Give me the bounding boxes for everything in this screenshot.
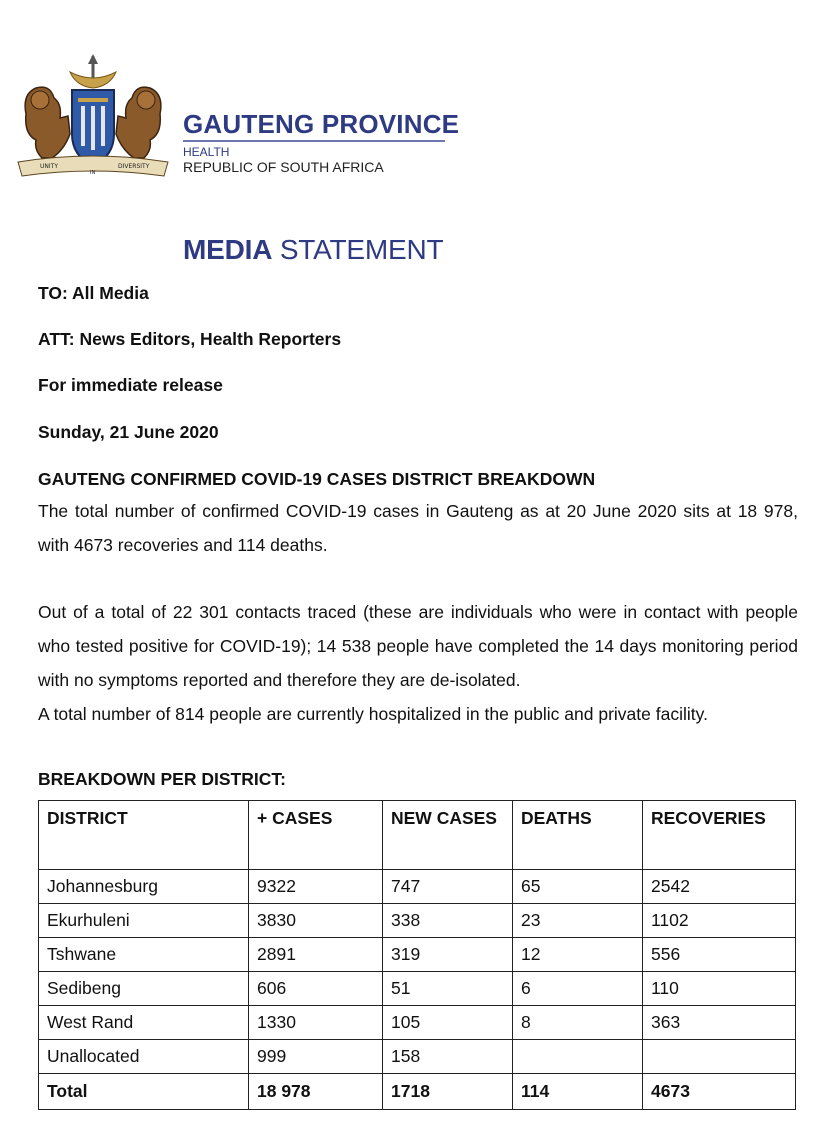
- cell-recoveries: 2542: [643, 870, 796, 904]
- cell-new-cases: 105: [383, 1006, 513, 1040]
- district-table: [38, 800, 796, 1110]
- total-cases: 18 978: [249, 1074, 383, 1110]
- cell-deaths: [513, 1040, 643, 1074]
- to-line: TO: All Media: [38, 283, 149, 303]
- cell-deaths: 23: [513, 904, 643, 938]
- date-line: Sunday, 21 June 2020: [38, 422, 219, 442]
- release-line: For immediate release: [38, 375, 223, 395]
- total-label: Total: [39, 1074, 249, 1110]
- coat-of-arms-logo: [12, 54, 174, 178]
- section-heading: GAUTENG CONFIRMED COVID-19 CASES DISTRICT BREAKDOWN: [38, 469, 596, 489]
- table-row: [39, 972, 796, 1006]
- header-recoveries: RECOVERIES: [643, 801, 796, 870]
- cell-new-cases: 747: [383, 870, 513, 904]
- media-statement-bold: MEDIA: [183, 234, 273, 265]
- total-recoveries: 4673: [643, 1074, 796, 1110]
- total-new-cases: 1718: [383, 1074, 513, 1110]
- summary-paragraph: The total number of confirmed COVID-19 cases in Gauteng as at 20 June 2020 sits at 18 978, with 4673 recoveries and 114 deaths.: [38, 501, 798, 555]
- cell-district: Johannesburg: [39, 870, 249, 904]
- cell-cases: 1330: [249, 1006, 383, 1040]
- cell-deaths: 6: [513, 972, 643, 1006]
- crest-motto-right: DIVERSITY: [118, 163, 150, 170]
- cell-district: West Rand: [39, 1006, 249, 1040]
- cell-recoveries: 556: [643, 938, 796, 972]
- total-deaths: 114: [513, 1074, 643, 1110]
- cell-cases: 9322: [249, 870, 383, 904]
- cell-district: Unallocated: [39, 1040, 249, 1074]
- header-cases: + CASES: [249, 801, 383, 870]
- cell-new-cases: 158: [383, 1040, 513, 1074]
- table-row: [39, 870, 796, 904]
- header-new-cases: NEW CASES: [383, 801, 513, 870]
- hospitalized-paragraph: A total number of 814 people are currently hospitalized in the public and private facility.: [38, 704, 708, 724]
- table-row: [39, 938, 796, 972]
- cell-recoveries: 363: [643, 1006, 796, 1040]
- cell-deaths: 65: [513, 870, 643, 904]
- brand-department: HEALTH: [183, 145, 230, 159]
- cell-new-cases: 338: [383, 904, 513, 938]
- table-row: [39, 1006, 796, 1040]
- brand-divider: [183, 140, 445, 142]
- table-header-row: [39, 801, 796, 870]
- cell-cases: 606: [249, 972, 383, 1006]
- table-heading: BREAKDOWN PER DISTRICT:: [38, 769, 286, 789]
- cell-new-cases: 51: [383, 972, 513, 1006]
- crest-motto-mid: IN: [90, 170, 96, 176]
- contacts-paragraph: Out of a total of 22 301 contacts traced (these are individuals who were in contact with people who tested positive for COVID-19); 14 538 people have completed the 14 days monitoring period with no symptoms reported and therefore they are de-isolated.: [38, 602, 798, 690]
- cell-district: Tshwane: [39, 938, 249, 972]
- cell-cases: 2891: [249, 938, 383, 972]
- header-deaths: DEATHS: [513, 801, 643, 870]
- table-row: [39, 1040, 796, 1074]
- media-statement-title: [183, 234, 443, 266]
- cell-cases: 999: [249, 1040, 383, 1074]
- cell-district: Sedibeng: [39, 972, 249, 1006]
- crest-motto-left: UNITY: [40, 163, 58, 170]
- header-district: DISTRICT: [39, 801, 249, 870]
- cell-new-cases: 319: [383, 938, 513, 972]
- cell-district: Ekurhuleni: [39, 904, 249, 938]
- brand-name: GAUTENG PROVINCE: [183, 109, 460, 139]
- cell-recoveries: 110: [643, 972, 796, 1006]
- brand-country: REPUBLIC OF SOUTH AFRICA: [183, 159, 384, 175]
- media-statement-light: STATEMENT: [272, 234, 444, 265]
- table-row: [39, 904, 796, 938]
- table-total-row: [39, 1074, 796, 1110]
- brand-block: [183, 109, 459, 176]
- cell-cases: 3830: [249, 904, 383, 938]
- cell-recoveries: [643, 1040, 796, 1074]
- cell-deaths: 12: [513, 938, 643, 972]
- cell-deaths: 8: [513, 1006, 643, 1040]
- att-line: ATT: News Editors, Health Reporters: [38, 329, 342, 349]
- cell-recoveries: 1102: [643, 904, 796, 938]
